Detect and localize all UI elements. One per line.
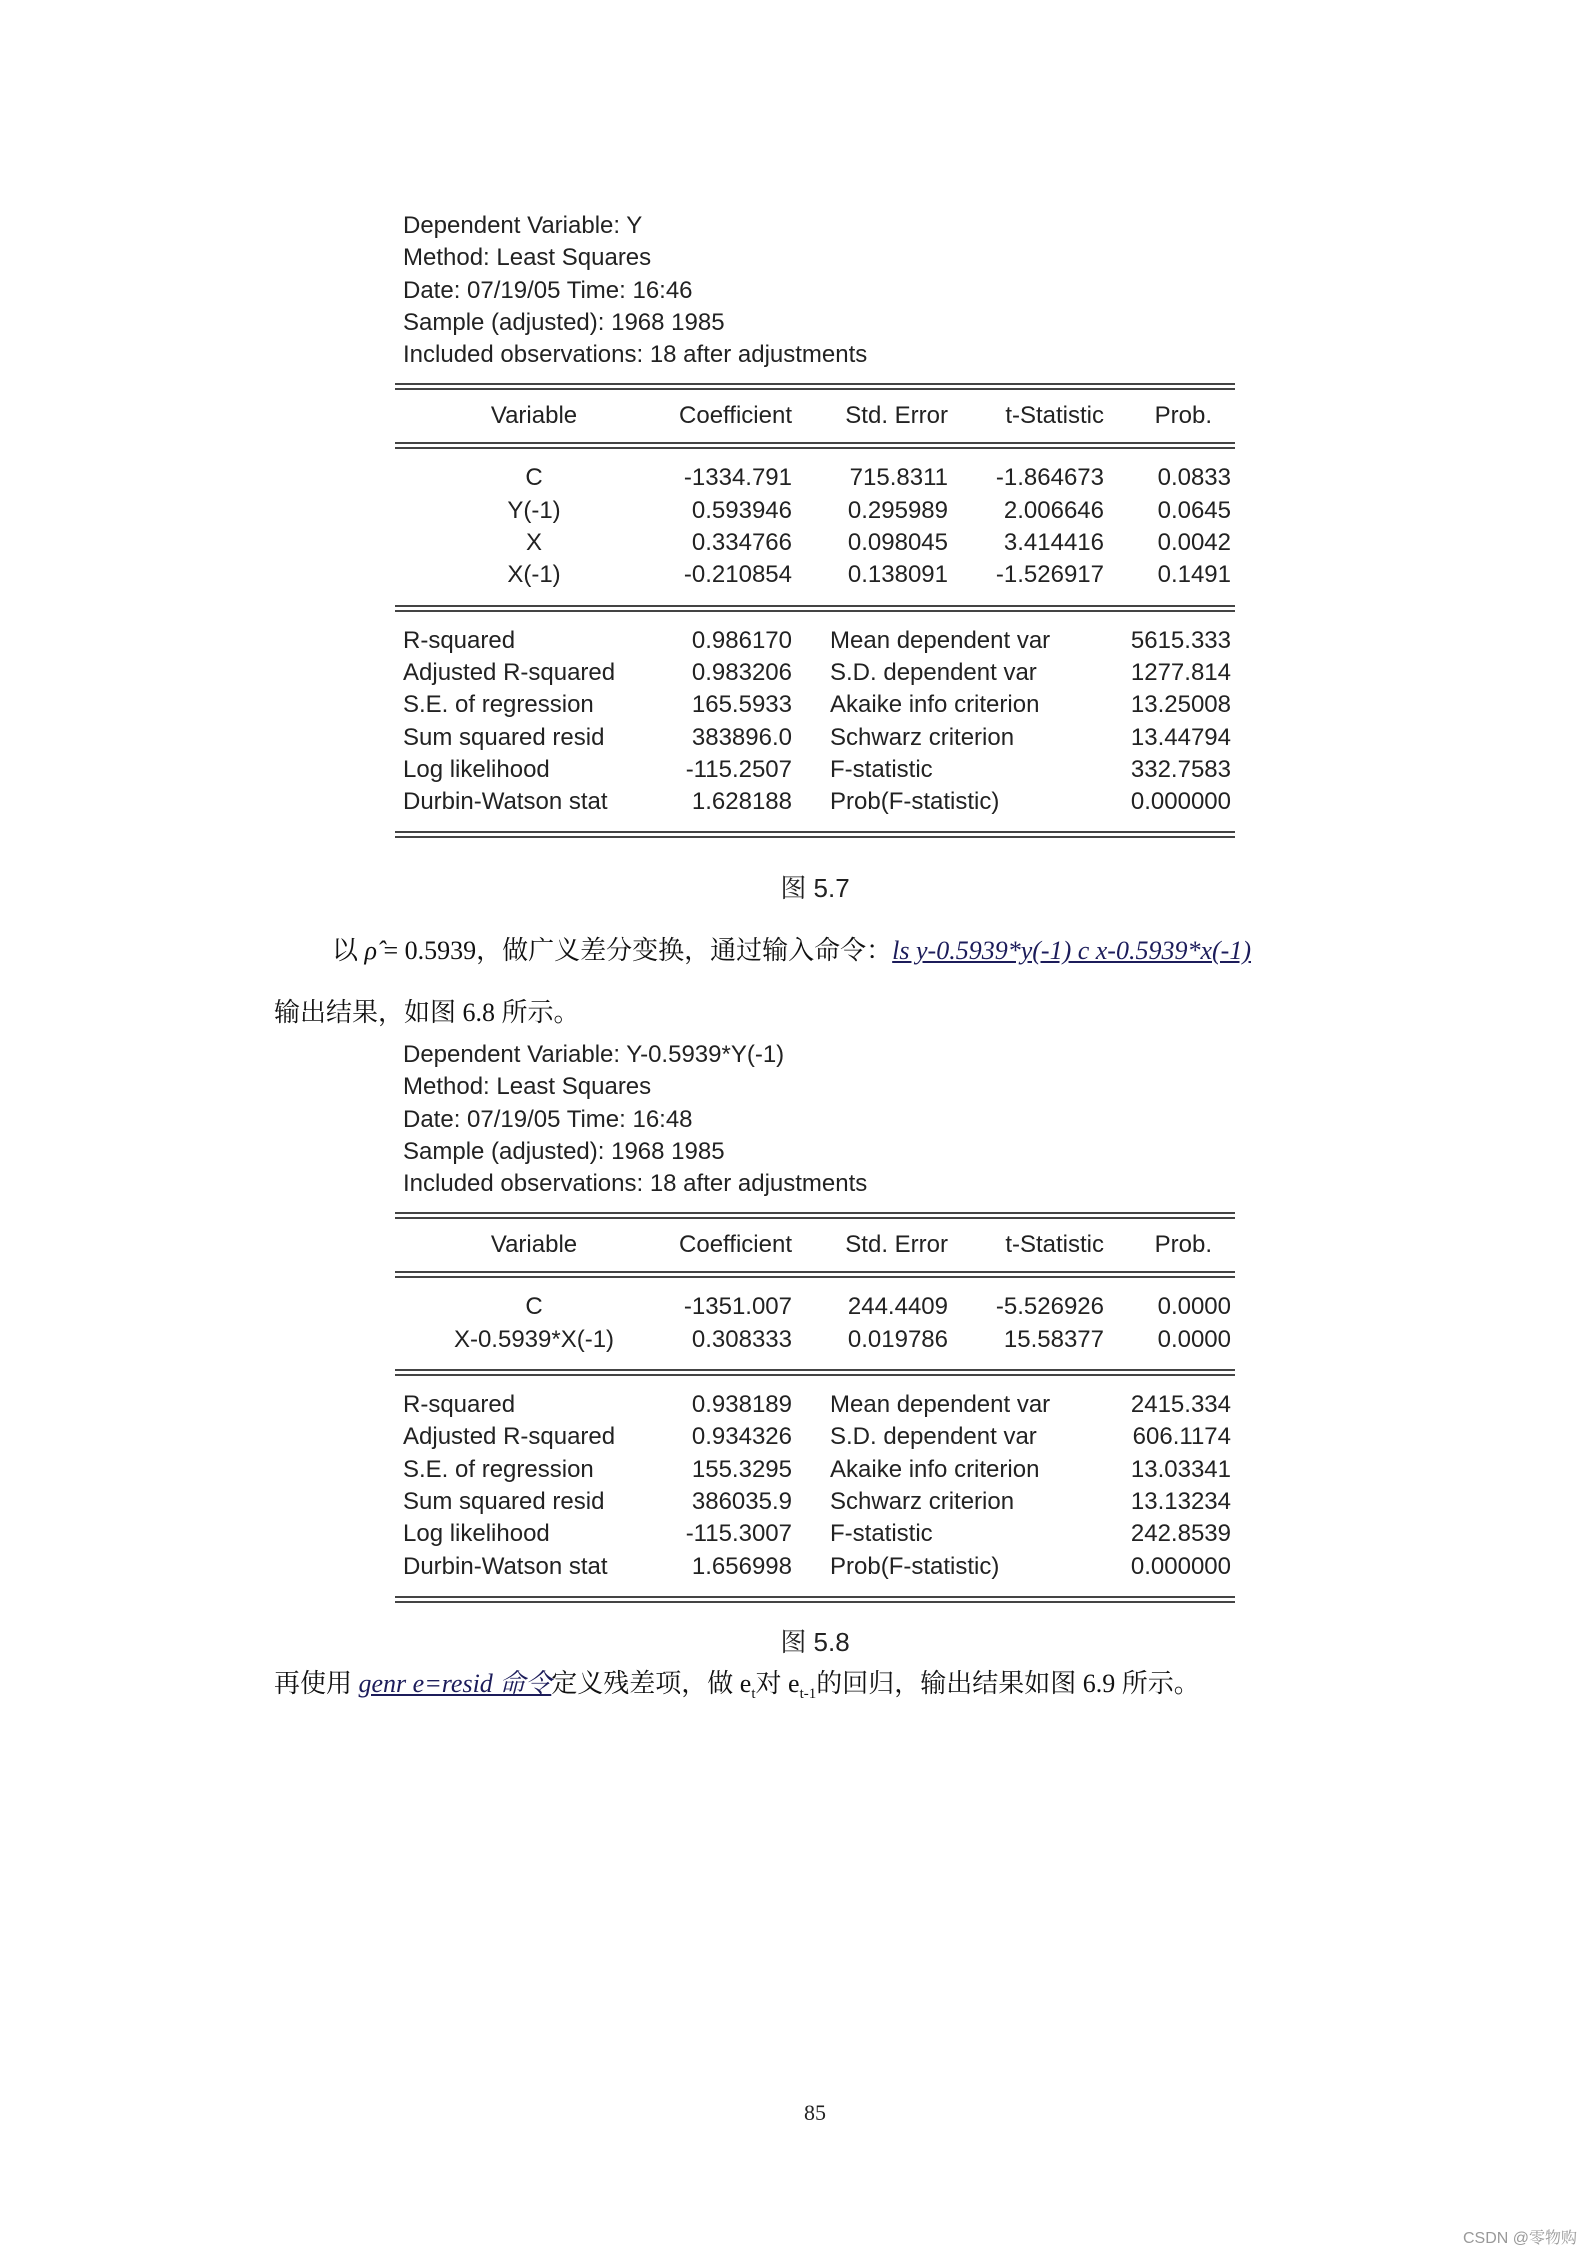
cell-value: -1334.791 bbox=[683, 464, 792, 492]
stat-value: 0.938189 bbox=[691, 1391, 792, 1419]
stat-label: Adjusted R-squared bbox=[403, 1423, 616, 1451]
stat-value: 0.000000 bbox=[1130, 1552, 1231, 1580]
paragraph-gls-transform bbox=[332, 930, 1251, 967]
stat-row bbox=[395, 689, 1235, 721]
stat-value: 0.983206 bbox=[691, 658, 792, 686]
stat-value: 1277.814 bbox=[1130, 658, 1231, 686]
stat-row bbox=[395, 722, 1235, 754]
cell-value: 0.0645 bbox=[1157, 496, 1231, 524]
cell-value: -1.526917 bbox=[995, 561, 1104, 589]
para-text: 对 e bbox=[755, 1669, 800, 1698]
cell-value: -1351.007 bbox=[683, 1293, 792, 1321]
output-header bbox=[395, 210, 1235, 371]
header-line: Dependent Variable: Y bbox=[403, 212, 643, 239]
stat-value: 2415.334 bbox=[1130, 1391, 1231, 1419]
stat-value: 13.25008 bbox=[1130, 691, 1231, 719]
column-header: Prob. bbox=[1154, 1231, 1212, 1259]
cell-value: 0.0042 bbox=[1157, 529, 1231, 557]
table-row bbox=[395, 462, 1235, 494]
stat-value: 386035.9 bbox=[691, 1487, 792, 1515]
double-rule bbox=[395, 1271, 1235, 1278]
double-rule bbox=[395, 1596, 1235, 1603]
stat-value: 1.656998 bbox=[691, 1552, 792, 1580]
cell-value: 0.593946 bbox=[691, 496, 792, 524]
stat-label: F-statistic bbox=[830, 755, 933, 783]
header-line: Method: Least Squares bbox=[403, 1073, 652, 1101]
watermark: CSDN @零物购 bbox=[1462, 2230, 1577, 2247]
stat-label: Adjusted R-squared bbox=[403, 658, 616, 686]
cell-value: -1.864673 bbox=[995, 464, 1104, 492]
stat-row bbox=[395, 754, 1235, 786]
double-rule bbox=[395, 831, 1235, 838]
stat-value: 0.986170 bbox=[691, 626, 792, 654]
header-line: Dependent Variable: Y-0.5939*Y(-1) bbox=[403, 1041, 785, 1068]
cell-value: 3.414416 bbox=[1003, 529, 1104, 557]
stat-label: S.E. of regression bbox=[403, 691, 594, 719]
summary-statistics bbox=[395, 1376, 1235, 1596]
cell-value: 0.334766 bbox=[691, 529, 792, 557]
cell-value: 0.308333 bbox=[691, 1325, 792, 1353]
stat-value: -115.3007 bbox=[685, 1520, 792, 1548]
cell-value: 0.0833 bbox=[1157, 464, 1231, 492]
stat-label: Log likelihood bbox=[403, 1520, 550, 1548]
stat-label: R-squared bbox=[403, 626, 516, 654]
stat-label: Prob(F-statistic) bbox=[830, 788, 1000, 816]
cell-value: 244.4409 bbox=[847, 1293, 948, 1321]
table-row bbox=[395, 559, 1235, 591]
double-rule bbox=[395, 442, 1235, 449]
cell-value: 15.58377 bbox=[1003, 1325, 1104, 1353]
stat-value: 13.13234 bbox=[1130, 1487, 1231, 1515]
cell-value: 0.0000 bbox=[1157, 1325, 1231, 1353]
regression-output-figure-5-8 bbox=[395, 1039, 1235, 1603]
stat-row bbox=[395, 1421, 1235, 1453]
regression-output-figure-5-7 bbox=[395, 210, 1235, 838]
para-text: 的回归，输出结果如图 6.9 所示。 bbox=[816, 1669, 1200, 1698]
stat-label: S.D. dependent var bbox=[830, 1423, 1037, 1451]
column-header: Prob. bbox=[1154, 402, 1212, 430]
paragraph-genr-resid bbox=[274, 1663, 1200, 1703]
stat-value: 5615.333 bbox=[1130, 626, 1231, 654]
column-header: Coefficient bbox=[679, 1231, 792, 1259]
cell-value: 715.8311 bbox=[849, 464, 948, 492]
double-rule bbox=[395, 383, 1235, 390]
stat-value: 0.934326 bbox=[691, 1423, 792, 1451]
variable-name: X(-1) bbox=[507, 561, 561, 589]
stat-value: 13.44794 bbox=[1130, 723, 1231, 751]
output-header bbox=[395, 1039, 1235, 1200]
cell-value: -0.210854 bbox=[683, 561, 792, 589]
header-line: Included observations: 18 after adjustments bbox=[403, 341, 868, 369]
command-text: ls y-0.5939*y(-1) c x-0.5939*x(-1) bbox=[892, 936, 1251, 965]
figure-caption: 图 5.8 bbox=[780, 1627, 850, 1657]
column-header: t-Statistic bbox=[1005, 402, 1104, 430]
stat-row bbox=[395, 1518, 1235, 1550]
stat-value: 13.03341 bbox=[1130, 1455, 1231, 1483]
stat-value: 0.000000 bbox=[1130, 788, 1231, 816]
stat-label: Sum squared resid bbox=[403, 1487, 605, 1515]
stat-value: 165.5933 bbox=[691, 691, 792, 719]
variable-name: X bbox=[525, 529, 543, 557]
coefficient-rows bbox=[395, 1278, 1235, 1369]
stat-label: F-statistic bbox=[830, 1520, 933, 1548]
stat-label: Mean dependent var bbox=[830, 1391, 1051, 1419]
table-row bbox=[395, 1324, 1235, 1356]
stat-value: 332.7583 bbox=[1130, 755, 1231, 783]
subscript: t bbox=[751, 1686, 756, 1703]
stat-label: R-squared bbox=[403, 1391, 516, 1419]
stat-label: Sum squared resid bbox=[403, 723, 605, 751]
stat-row bbox=[395, 625, 1235, 657]
rho-hat-symbol: ρ̂ bbox=[364, 936, 377, 965]
stat-row bbox=[395, 657, 1235, 689]
cell-value: 0.1491 bbox=[1157, 561, 1231, 589]
variable-name: C bbox=[525, 464, 543, 492]
column-headers bbox=[395, 390, 1235, 442]
cell-value: -5.526926 bbox=[995, 1293, 1104, 1321]
double-rule bbox=[395, 605, 1235, 612]
header-line: Included observations: 18 after adjustments bbox=[403, 1170, 868, 1198]
stat-label: Durbin-Watson stat bbox=[403, 788, 608, 816]
cell-value: 0.138091 bbox=[847, 561, 948, 589]
stat-label: S.E. of regression bbox=[403, 1455, 594, 1483]
variable-name: Y(-1) bbox=[507, 496, 561, 524]
stat-label: Durbin-Watson stat bbox=[403, 1552, 608, 1580]
figure-caption: 图 5.7 bbox=[780, 873, 850, 903]
summary-statistics bbox=[395, 612, 1235, 832]
stat-value: 155.3295 bbox=[691, 1455, 792, 1483]
column-header: t-Statistic bbox=[1005, 1231, 1104, 1259]
para-equation: = 0.5939，做广义差分变换，通过输入命令： bbox=[377, 936, 893, 965]
table-row bbox=[395, 1291, 1235, 1323]
paragraph-output-result: 输出结果，如图 6.8 所示。 bbox=[274, 998, 580, 1027]
double-rule bbox=[395, 1212, 1235, 1219]
coefficient-rows bbox=[395, 449, 1235, 604]
stat-value: 1.628188 bbox=[691, 788, 792, 816]
stat-label: Log likelihood bbox=[403, 755, 550, 783]
column-headers bbox=[395, 1219, 1235, 1271]
stat-value: 242.8539 bbox=[1130, 1520, 1231, 1548]
stat-row bbox=[395, 1389, 1235, 1421]
cell-value: 0.019786 bbox=[847, 1325, 948, 1353]
para-prefix: 以 bbox=[332, 936, 365, 965]
subscript: t-1 bbox=[799, 1686, 817, 1703]
double-rule bbox=[395, 1369, 1235, 1376]
stat-value: 383896.0 bbox=[691, 723, 792, 751]
stat-label: Mean dependent var bbox=[830, 626, 1051, 654]
variable-name: X-0.5939*X(-1) bbox=[453, 1325, 615, 1353]
stat-label: Prob(F-statistic) bbox=[830, 1552, 1000, 1580]
table-row bbox=[395, 527, 1235, 559]
stat-label: Akaike info criterion bbox=[830, 1455, 1040, 1483]
stat-row bbox=[395, 786, 1235, 818]
column-header: Std. Error bbox=[845, 1231, 948, 1259]
header-line: Date: 07/19/05 Time: 16:46 bbox=[403, 276, 693, 304]
cell-value: 0.098045 bbox=[847, 529, 948, 557]
cell-value: 0.0000 bbox=[1157, 1293, 1231, 1321]
stat-value: -115.2507 bbox=[685, 755, 792, 783]
stat-row bbox=[395, 1551, 1235, 1583]
cell-value: 2.006646 bbox=[1003, 496, 1104, 524]
cell-value: 0.295989 bbox=[847, 496, 948, 524]
table-row bbox=[395, 495, 1235, 527]
variable-name: C bbox=[525, 1293, 543, 1321]
column-header: Std. Error bbox=[845, 402, 948, 430]
header-line: Method: Least Squares bbox=[403, 244, 652, 272]
stat-label: Schwarz criterion bbox=[830, 1487, 1015, 1515]
column-header: Coefficient bbox=[679, 402, 792, 430]
para-prefix: 再使用 bbox=[274, 1669, 359, 1698]
stat-value: 606.1174 bbox=[1132, 1423, 1231, 1451]
para-text: 定义残差项，做 e bbox=[551, 1669, 752, 1698]
stat-row bbox=[395, 1486, 1235, 1518]
page-number: 85 bbox=[804, 2100, 826, 2125]
header-line: Sample (adjusted): 1968 1985 bbox=[403, 1137, 725, 1165]
command-text: genr e=resid 命令 bbox=[358, 1669, 552, 1698]
stat-label: Akaike info criterion bbox=[830, 691, 1040, 719]
stat-label: S.D. dependent var bbox=[830, 658, 1037, 686]
column-header: Variable bbox=[490, 402, 578, 430]
stat-row bbox=[395, 1454, 1235, 1486]
header-line: Sample (adjusted): 1968 1985 bbox=[403, 308, 725, 336]
stat-label: Schwarz criterion bbox=[830, 723, 1015, 751]
column-header: Variable bbox=[490, 1231, 578, 1259]
header-line: Date: 07/19/05 Time: 16:48 bbox=[403, 1105, 693, 1133]
